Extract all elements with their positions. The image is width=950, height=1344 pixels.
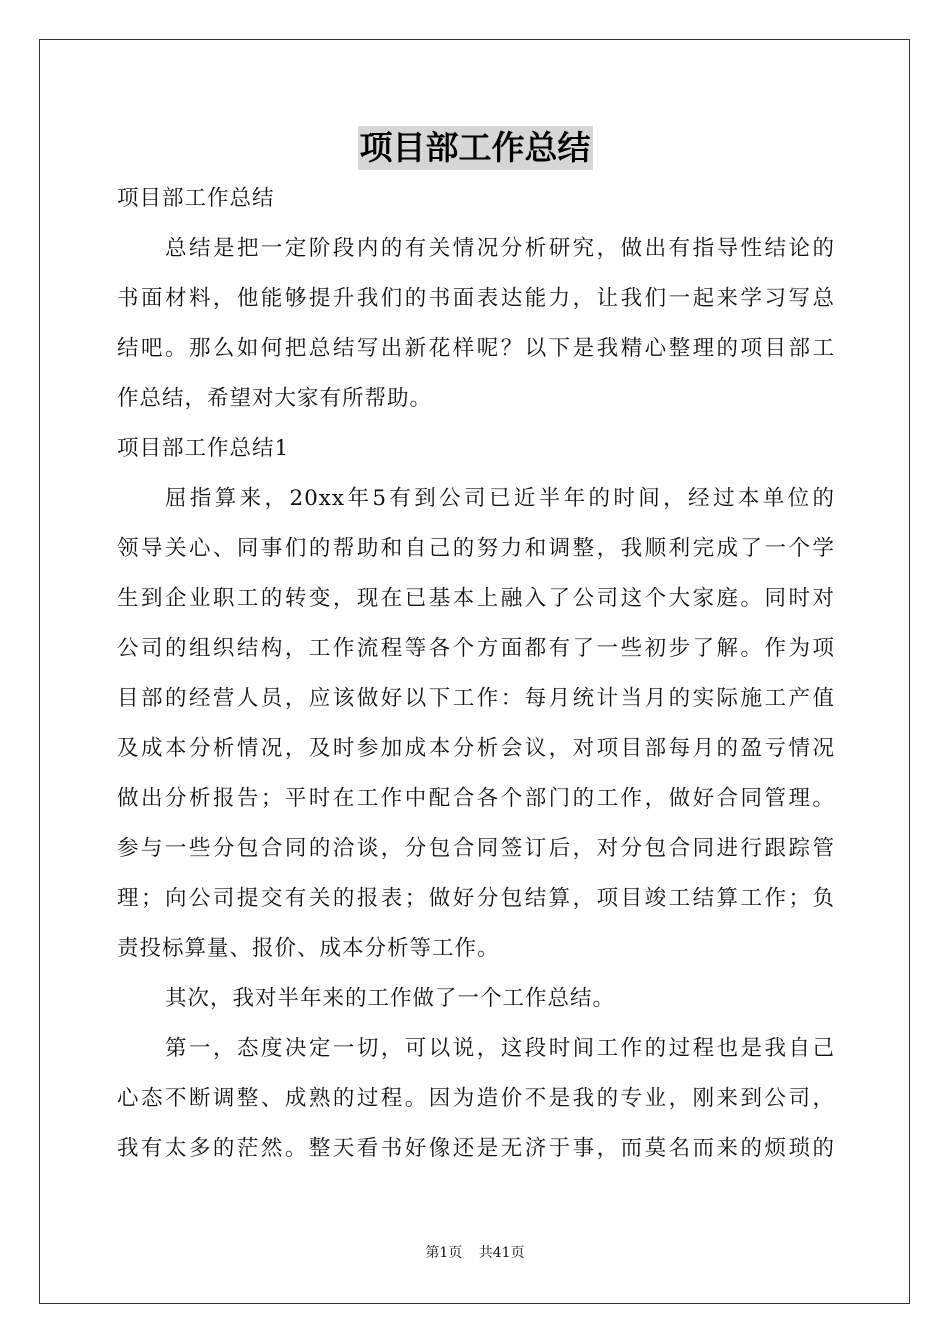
paragraph-line: 参与一些分包合同的洽谈，分包合同签订后，对分包合同进行跟踪管 <box>117 836 835 861</box>
paragraph-line: 结吧。那么如何把总结写出新花样呢？以下是我精心整理的项目部工 <box>117 336 835 361</box>
paragraph-line: 责投标算量、报价、成本分析等工作。 <box>117 936 500 961</box>
paragraph-line: 目部的经营人员，应该做好以下工作：每月统计当月的实际施工产值 <box>117 686 835 711</box>
document-body <box>117 174 835 1174</box>
total-pages: 共41页 <box>478 1245 525 1261</box>
document-title: 项目部工作总结 <box>358 126 593 170</box>
page-number: 第1页 <box>425 1245 463 1261</box>
paragraph-line: 生到企业职工的转变，现在已基本上融入了公司这个大家庭。同时对 <box>117 586 835 611</box>
paragraph-line: 做出分析报告；平时在工作中配合各个部门的工作，做好合同管理。 <box>117 786 835 811</box>
paragraph-line: 公司的组织结构，工作流程等各个方面都有了一些初步了解。作为项 <box>117 636 835 661</box>
paragraph-line: 及成本分析情况，及时参加成本分析会议，对项目部每月的盈亏情况 <box>117 736 835 761</box>
paragraph-line: 其次，我对半年来的工作做了一个工作总结。 <box>165 986 616 1011</box>
paragraph-line: 屈指算来，20xx年5有到公司已近半年的时间，经过本单位的 <box>165 486 835 511</box>
paragraph-line: 书面材料，他能够提升我们的书面表达能力，让我们一起来学习写总 <box>117 286 835 311</box>
section-heading: 项目部工作总结 <box>117 186 275 211</box>
title-container <box>0 126 950 170</box>
paragraph-line: 理；向公司提交有关的报表；做好分包结算，项目竣工结算工作；负 <box>117 886 835 911</box>
paragraph-line: 作总结，希望对大家有所帮助。 <box>117 386 433 411</box>
paragraph-line: 心态不断调整、成熟的过程。因为造价不是我的专业，刚来到公司， <box>117 1086 835 1111</box>
page-footer <box>0 1242 950 1262</box>
section-heading: 项目部工作总结1 <box>117 436 290 461</box>
paragraph-line: 我有太多的茫然。整天看书好像还是无济于事，而莫名而来的烦琐的 <box>117 1136 835 1161</box>
paragraph-line: 领导关心、同事们的帮助和自己的努力和调整，我顺利完成了一个学 <box>117 536 835 561</box>
paragraph-line: 总结是把一定阶段内的有关情况分析研究，做出有指导性结论的 <box>165 236 835 261</box>
paragraph-line: 第一，态度决定一切，可以说，这段时间工作的过程也是我自己 <box>165 1036 835 1061</box>
